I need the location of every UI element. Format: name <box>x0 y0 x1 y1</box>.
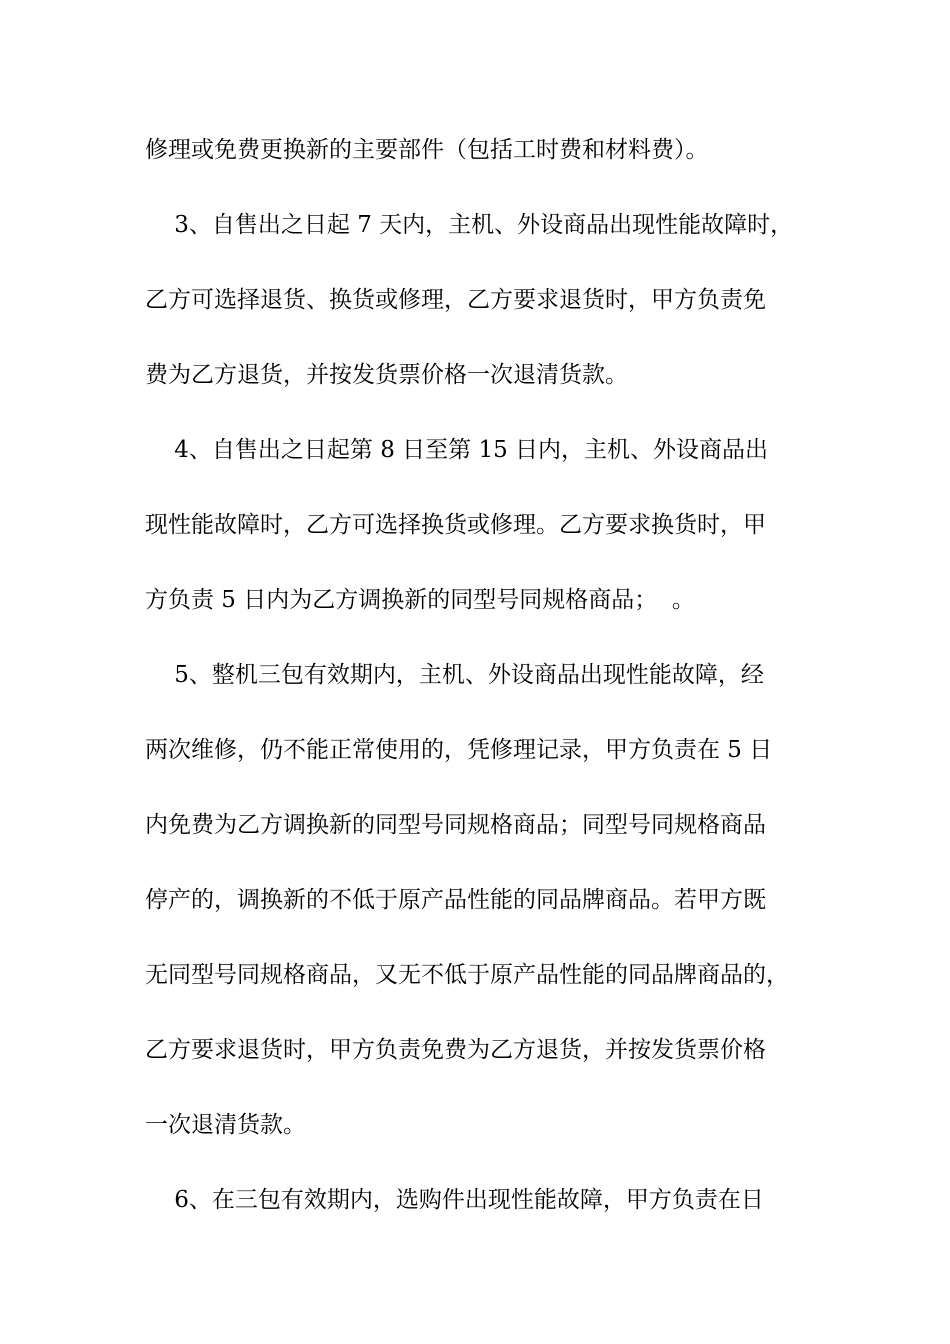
text-line: 乙方要求退货时，甲方负责免费为乙方退货，并按发货票价格 <box>145 1037 766 1063</box>
text-line: 两次维修，仍不能正常使用的，凭修理记录，甲方负责在 5 日 <box>145 737 773 763</box>
text-line: 停产的，调换新的不低于原产品性能的同品牌商品。若甲方既 <box>145 887 766 913</box>
text-line: 费为乙方退货，并按发货票价格一次退清货款。 <box>145 362 628 388</box>
text-line: 乙方可选择退货、换货或修理，乙方要求退货时，甲方负责免 <box>145 287 766 313</box>
text-line: 内免费为乙方调换新的同型号同规格商品；同型号同规格商品 <box>145 812 766 838</box>
text-line: 5、整机三包有效期内，主机、外设商品出现性能故障，经 <box>145 662 764 688</box>
text-line: 方负责 5 日内为乙方调换新的同型号同规格商品； 。 <box>145 587 695 613</box>
text-line: 无同型号同规格商品，又无不低于原产品性能的同品牌商品的， <box>145 962 789 988</box>
text-line: 一次退清货款。 <box>145 1112 306 1138</box>
text-line: 3、自售出之日起 7 天内，主机、外设商品出现性能故障时， <box>145 212 794 238</box>
text-line: 6、在三包有效期内，选购件出现性能故障，甲方负责在日 <box>145 1187 764 1213</box>
text-line: 修理或免费更换新的主要部件（包括工时费和材料费）。 <box>145 137 709 163</box>
text-line: 现性能故障时，乙方可选择换货或修理。乙方要求换货时，甲 <box>145 512 766 538</box>
text-line: 4、自售出之日起第 8 日至第 15 日内，主机、外设商品出 <box>145 437 769 463</box>
